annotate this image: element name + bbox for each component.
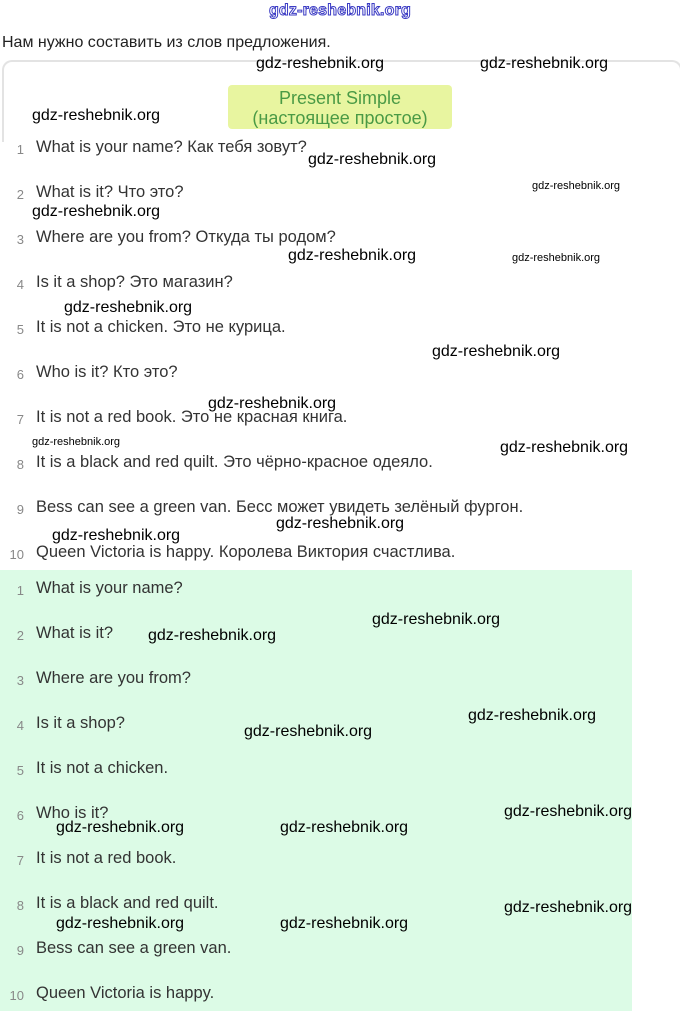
watermark: gdz-reshebnik.org	[308, 151, 437, 168]
watermark: gdz-reshebnik.org	[280, 819, 409, 836]
section-heading	[228, 85, 452, 129]
watermark: gdz-reshebnik.org	[148, 627, 277, 644]
watermark: gdz-reshebnik.org	[56, 819, 185, 836]
row-text: Bess can see a green van.	[36, 939, 232, 957]
watermark: gdz-reshebnik.org	[288, 247, 417, 264]
translation-row	[0, 363, 640, 389]
watermark: gdz-reshebnik.org	[280, 915, 409, 932]
row-text: It is a black and red quilt. Это чёрно-красное одеяло.	[36, 453, 433, 471]
row-text: Who is it?	[36, 804, 109, 822]
translation-row	[0, 273, 640, 299]
answer-row	[0, 939, 640, 965]
row-number: 1	[16, 583, 24, 598]
watermark: gdz-reshebnik.org	[504, 803, 633, 820]
watermark: gdz-reshebnik.org	[372, 611, 501, 628]
row-number: 2	[16, 187, 24, 202]
row-number: 1	[16, 142, 24, 157]
row-text: It is a black and red quilt.	[36, 894, 219, 912]
row-text: What is it? Что это?	[36, 183, 184, 201]
answer-row	[0, 849, 640, 875]
watermark: gdz-reshebnik.org	[32, 436, 121, 448]
row-number: 10	[9, 547, 24, 562]
watermark: gdz-reshebnik.org	[504, 899, 633, 916]
row-text: It is not a red book.	[36, 849, 177, 867]
row-text: Is it a shop?	[36, 714, 125, 732]
watermark: gdz-reshebnik.org	[276, 515, 405, 532]
watermark: gdz-reshebnik.org	[52, 527, 181, 544]
row-text: Where are you from? Откуда ты родом?	[36, 228, 336, 246]
row-number: 10	[9, 988, 24, 1003]
row-text: Bess can see a green van. Бесс может увидеть зелёный фургон.	[36, 498, 524, 516]
watermark: gdz-reshebnik.org	[432, 343, 561, 360]
row-number: 6	[16, 808, 24, 823]
watermark: gdz-reshebnik.org	[64, 299, 193, 316]
row-number: 3	[16, 673, 24, 688]
watermark: gdz-reshebnik.org	[256, 55, 385, 72]
row-number: 4	[16, 277, 24, 292]
row-number: 8	[16, 457, 24, 472]
row-number: 7	[16, 412, 24, 427]
watermark: gdz-reshebnik.org	[512, 252, 601, 264]
watermark: gdz-reshebnik.org	[56, 915, 185, 932]
heading-line-1: Present Simple	[278, 88, 402, 108]
watermark: gdz-reshebnik.org	[468, 707, 597, 724]
watermark: gdz-reshebnik.org	[480, 55, 609, 72]
row-text: It is not a chicken.	[36, 759, 169, 777]
heading-line-2: (настоящее простое)	[252, 108, 428, 128]
row-number: 4	[16, 718, 24, 733]
answer-row	[0, 984, 640, 1010]
row-number: 3	[16, 232, 24, 247]
row-number: 5	[16, 322, 24, 337]
row-text: Where are you from?	[36, 669, 191, 687]
intro-text: Нам нужно составить из слов предложения.	[2, 34, 331, 51]
watermark: gdz-reshebnik.org	[532, 180, 621, 192]
row-text: Who is it? Кто это?	[36, 363, 178, 381]
watermark: gdz-reshebnik.org	[244, 723, 373, 740]
answer-row	[0, 669, 640, 695]
row-text: Queen Victoria is happy. Королева Виктория счастлива.	[36, 543, 456, 561]
row-text: It is not a chicken. Это не курица.	[36, 318, 286, 336]
watermark: gdz-reshebnik.org	[208, 395, 337, 412]
answer-row	[0, 624, 640, 650]
watermark: gdz-reshebnik.org	[32, 107, 161, 124]
watermark: gdz-reshebnik.org	[500, 439, 629, 456]
row-number: 7	[16, 853, 24, 868]
row-text: What is your name?	[36, 579, 183, 597]
row-number: 2	[16, 628, 24, 643]
row-number: 9	[16, 502, 24, 517]
answer-row	[0, 579, 640, 605]
translation-row	[0, 543, 640, 569]
row-text: It is not a red book. Это не красная книга.	[36, 408, 348, 426]
answer-row	[0, 759, 640, 785]
row-number: 6	[16, 367, 24, 382]
row-number: 8	[16, 898, 24, 913]
row-text: Is it a shop? Это магазин?	[36, 273, 233, 291]
watermark: gdz-reshebnik.org	[32, 203, 161, 220]
site-title[interactable]: gdz-reshebnik.org	[268, 2, 412, 19]
row-text: What is your name? Как тебя зовут?	[36, 138, 307, 156]
row-text: What is it?	[36, 624, 114, 642]
row-number: 5	[16, 763, 24, 778]
translation-row	[0, 318, 640, 344]
row-text: Queen Victoria is happy.	[36, 984, 215, 1002]
row-number: 9	[16, 943, 24, 958]
